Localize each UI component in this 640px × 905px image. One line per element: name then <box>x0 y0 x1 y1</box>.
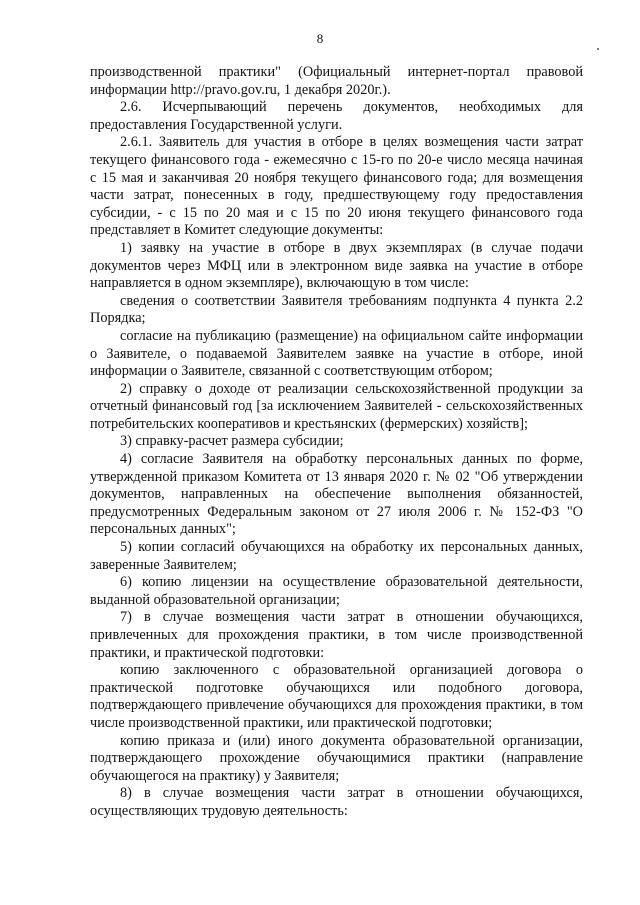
paragraph-item-8: 8) в случае возмещения части затрат в отношении обучающихся, осуществляющих трудовую деятельность: <box>90 785 583 819</box>
paragraph-item-1-consent: согласие на публикацию (размещение) на официальном сайте информации о Заявителе, о подаваемой Заявителем заявке на участие в отборе, иной информации о Заявителе, связанной с соответствующим отбором; <box>90 327 583 380</box>
paragraph-item-1: 1) заявку на участие в отборе в двух экземплярах (в случае подачи документов через МФЦ или в электронном виде заявка на участие в отборе направляется в одном экземпляре), включающую в том числе: <box>90 239 583 292</box>
paragraph-item-1-info: сведения о соответствии Заявителя требованиям подпункта 4 пункта 2.2 Порядка; <box>90 292 583 327</box>
paragraph-section-2-6-1: 2.6.1. Заявитель для участия в отборе в целях возмещения части затрат текущего финансового года - ежемесячно с 15-го по 20-е число месяца начиная с 15 мая и заканчивая 20 ноября текущего финансового года; для возмещения части затрат, понесенных в году, предшествующему году предоставления субсидии, - с 15 по 20 мая и с 15 по 20 июня текущего финансового года представляет в Комитет следующие документы: <box>90 134 583 239</box>
paragraph-item-3: 3) справку-расчет размера субсидии; <box>120 433 344 450</box>
paragraph-item-5: 5) копии согласий обучающихся на обработку их персональных данных, заверенные Заявителем; <box>90 539 583 573</box>
paragraph-item-4: 4) согласие Заявителя на обработку персональных данных по форме, утвержденной приказом Комитета от 13 января 2020 г. № 02 "Об утверждении документов, направленных на обеспечение выполнения обязанностей, предусмотренных Федеральным законом от 27 июля 2006 г. № 152-ФЗ "О персональных данных"; <box>90 451 583 538</box>
scan-speck <box>597 48 599 50</box>
page-number: 8 <box>316 31 324 46</box>
paragraph-item-7: 7) в случае возмещения части затрат в отношении обучающихся, привлеченных для прохождения практики, в том числе производственной практики, и практической подготовки: <box>90 609 583 661</box>
paragraph-continuation: производственной практики" (Официальный интернет-портал правовой информации http://pravo.gov.ru, 1 декабря 2020г.). <box>90 64 583 98</box>
paragraph-item-7-contract: копию заключенного с образовательной организацией договора о практической подготовке обучающихся или подобного договора, подтверждающего привлечение обучающихся для прохождения практики, в том числе производственной практики, или практической подготовки; <box>90 662 583 731</box>
document-body <box>90 64 583 821</box>
paragraph-item-6: 6) копию лицензии на осуществление образовательной деятельности, выданной образовательной организации; <box>90 574 583 608</box>
paragraph-item-2: 2) справку о доходе от реализации сельскохозяйственной продукции за отчетный финансовый год [за исключением Заявителей - сельскохозяйственных потребительских кооперативов и крестьянских (фермерских) хозяйств]; <box>90 380 583 432</box>
paragraph-section-2-6: 2.6. Исчерпывающий перечень документов, необходимых для предоставления Государственной услуги. <box>90 99 583 133</box>
paragraph-item-7-order: копию приказа и (или) иного документа образовательной организации, подтверждающего прохождение обучающимися практики (направление обучающегося на практику) у Заявителя; <box>90 732 583 784</box>
